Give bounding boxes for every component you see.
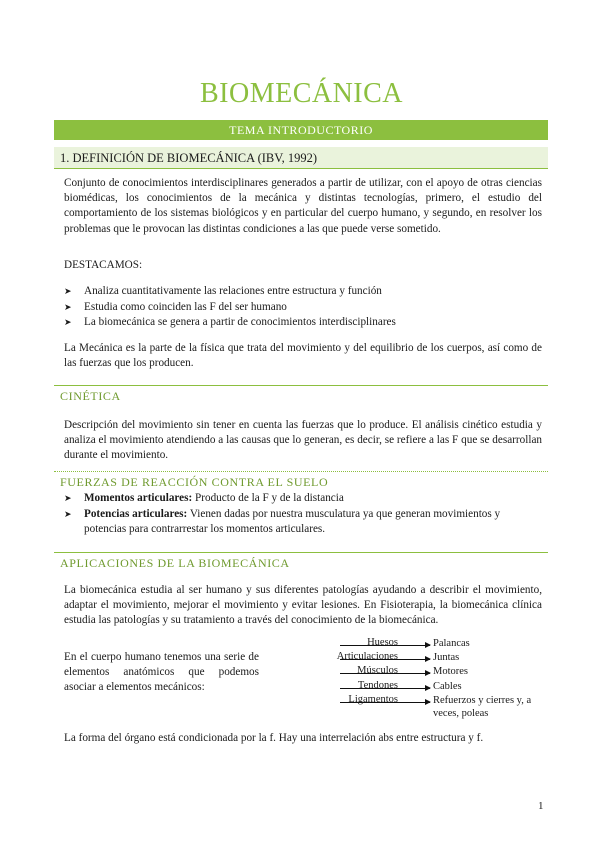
destacamos-label: DESTACAMOS: — [64, 259, 143, 271]
arrow-right-icon — [340, 702, 430, 703]
section-heading-fuerzas: FUERZAS DE REACCIÓN CONTRA EL SUELO — [60, 475, 329, 489]
list-item: ➤ Momentos articulares: Producto de la F y de la distancia — [64, 491, 524, 507]
mechanical-element: Refuerzos y cierres y, a veces, poleas — [433, 695, 532, 719]
arrow-bullet-icon: ➤ — [64, 317, 72, 328]
page-title: BIOMECÁNICA — [199, 78, 404, 109]
anatomy-mechanics-diagram — [268, 634, 558, 724]
section-divider — [54, 471, 548, 472]
aplicaciones-paragraph: La biomecánica estudia al ser humano y sus diferentes patologías ayudando a describir el movimiento, adaptar el movimiento, mejorar el movimiento y evitar lesiones. En Fisioterapia, la biomecánica clínica estudia las patologías y su tratamiento a través del conocimiento de la biomecánica. — [64, 584, 542, 627]
arrow-bullet-icon: ➤ — [64, 301, 72, 312]
anatomical-element: Músculos — [357, 665, 398, 676]
anatomical-element: Tendones — [357, 680, 398, 691]
anatomy-intro-text: En el cuerpo humano tenemos una serie de elementos anatómicos que podemos asociar a elementos mecánicos: — [64, 651, 259, 694]
arrow-right-icon — [340, 645, 430, 646]
section-divider — [54, 385, 548, 386]
mechanical-element: Juntas — [433, 652, 460, 663]
anatomical-element: Huesos — [367, 637, 398, 648]
anatomical-element: Articulaciones — [336, 651, 398, 662]
anatomical-element: Ligamentos — [348, 694, 398, 705]
list-item: ➤ Estudia como coinciden las F del ser humano — [64, 300, 542, 316]
definition-paragraph: Conjunto de conocimientos interdisciplinares generados a partir de utilizar, con el apoyo de otras ciencias biomédicas, los conocimientos de la mecánica y distintas tecnologías, primero, el estudio del comportamiento de los sistemas biológicos y en particular del cuerpo humano, y segundo, en resolver los problemas que le provocan las distintas condiciones a las que puede verse sometido. — [64, 177, 542, 235]
arrow-bullet-icon: ➤ — [64, 286, 72, 296]
forma-organo-paragraph: La forma del órgano está condicionada por la f. Hay una interrelación abs entre estructura y f. — [64, 732, 484, 744]
mechanical-element: Palancas — [433, 638, 470, 649]
destacamos-list — [64, 284, 542, 331]
arrow-right-icon — [340, 659, 430, 660]
mecanica-paragraph: La Mecánica es la parte de la física que trata del movimiento y del equilibrio de los cuerpos, así como de las fuerzas que los producen. — [64, 342, 542, 370]
page-number: 1 — [538, 800, 544, 812]
list-item: ➤ Potencias articulares: Vienen dadas por nuestra musculatura ya que generan movimientos y potencias para contrarrestar los momentos articulares. — [64, 507, 501, 536]
topic-banner: TEMA INTRODUCTORIO — [54, 120, 548, 140]
arrow-right-icon — [340, 673, 430, 674]
section-heading-cinetica: CINÉTICA — [60, 389, 121, 403]
section-heading-aplicaciones: APLICACIONES DE LA BIOMECÁNICA — [60, 556, 290, 570]
fuerzas-list — [64, 491, 524, 538]
list-item: ➤ La biomecánica se genera a partir de conocimientos interdisciplinares — [64, 315, 542, 331]
arrow-bullet-icon: ➤ — [64, 508, 72, 519]
section-heading-definicion: 1. DEFINICIÓN DE BIOMECÁNICA (IBV, 1992) — [54, 147, 548, 169]
mechanical-element: Cables — [433, 681, 462, 692]
arrow-bullet-icon: ➤ — [64, 493, 72, 503]
section-divider — [54, 552, 548, 553]
cinetica-paragraph: Descripción del movimiento sin tener en cuenta las fuerzas que lo produce. El análisis cinético estudia y analiza el movimiento atendiendo a las causas que lo generan, es decir, se refiere a las F que se desarrollan durante el movimiento. — [64, 419, 542, 462]
arrow-right-icon — [340, 688, 430, 689]
list-item: ➤ Analiza cuantitativamente las relaciones entre estructura y función — [64, 284, 542, 300]
mechanical-element: Motores — [433, 666, 468, 677]
